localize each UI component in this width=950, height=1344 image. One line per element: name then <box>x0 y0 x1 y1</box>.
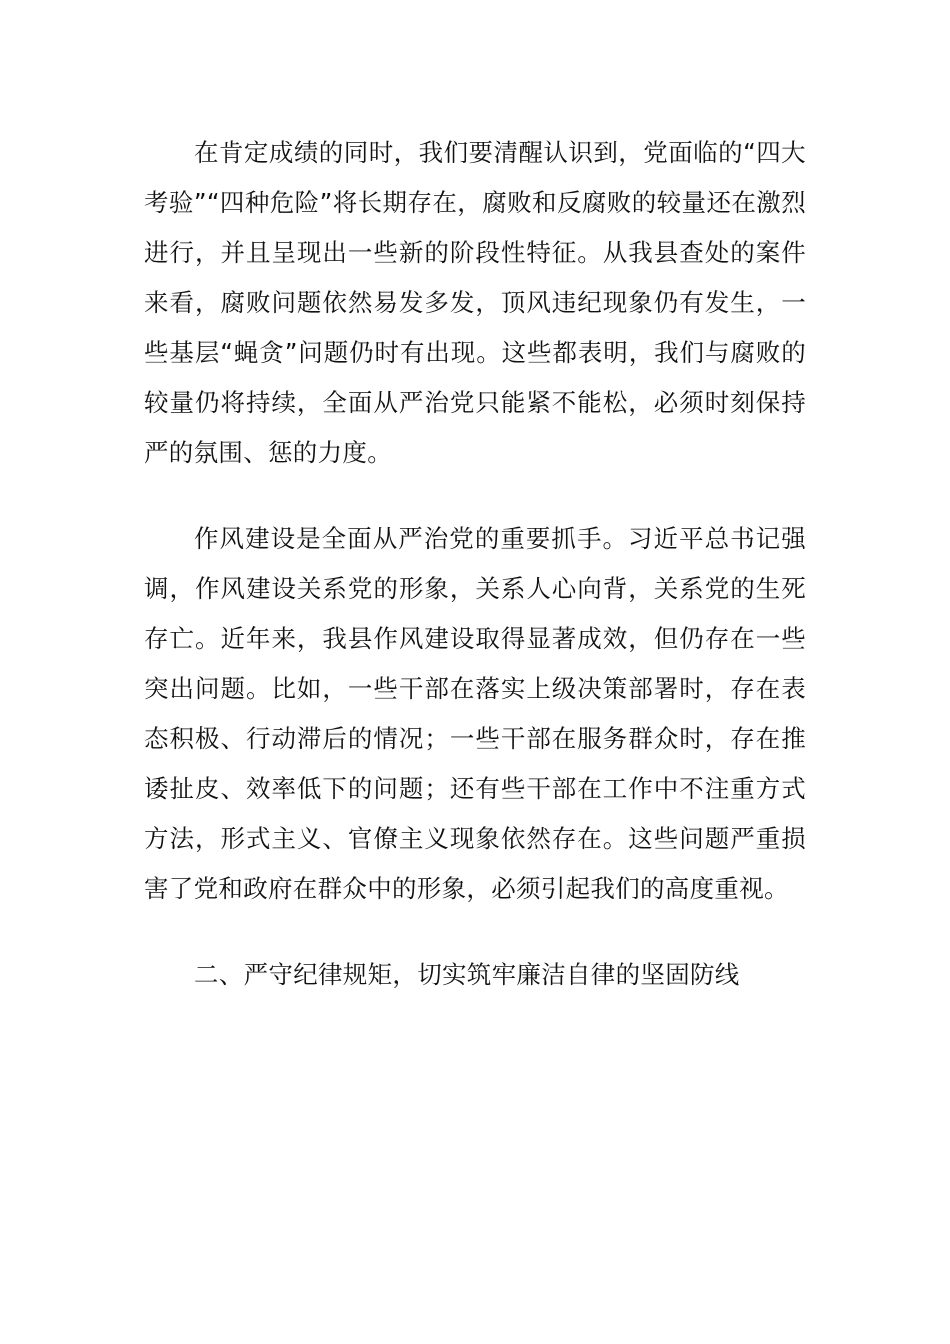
paragraph-achievements-warning: 在肯定成绩的同时，我们要清醒认识到，党面临的“四大考验”“四种危险”将长期存在，腐败和反腐败的较量还在激烈进行，并且呈现出一些新的阶段性特征。从我县查处的案件来看，腐败问题依然易发多发，顶风违纪现象仍有发生，一些基层“蝇贪”问题仍时有出现。这些都表明，我们与腐败的较量仍将持续，全面从严治党只能紧不能松，必须时刻保持严的氛围、惩的力度。 <box>144 138 806 467</box>
paragraph-work-style: 作风建设是全面从严治党的重要抓手。习近平总书记强调，作风建设关系党的形象，关系人心向背，关系党的生死存亡。近年来，我县作风建设取得显著成效，但仍存在一些突出问题。比如，一些干部在落实上级决策部署时，存在表态积极、行动滞后的情况；一些干部在服务群众时，存在推诿扯皮、效率低下的问题；还有些干部在工作中不注重方式方法，形式主义、官僚主义现象依然存在。这些问题严重损害了党和政府在群众中的形象，必须引起我们的高度重视。 <box>144 524 806 903</box>
document-body <box>144 128 806 1000</box>
section-heading: 二、严守纪律规矩，切实筑牢廉洁自律的坚固防线 <box>194 960 740 989</box>
